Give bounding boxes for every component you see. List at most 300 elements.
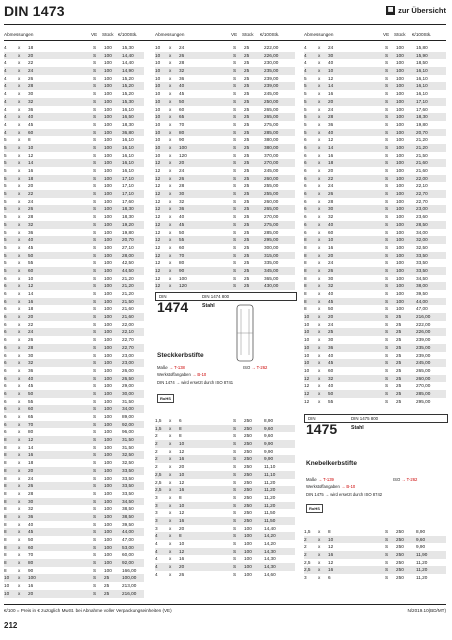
table-cell: 6 (4, 314, 7, 320)
table-cell: 250 (244, 479, 252, 485)
table-cell: 10 (155, 114, 161, 120)
table-cell: S (385, 206, 389, 212)
table-cell: S (93, 152, 97, 158)
table-cell: 22,00 (122, 321, 134, 327)
table-cell: S (385, 129, 389, 135)
table-cell: 100 (104, 298, 112, 304)
price-table-col1 (4, 44, 144, 598)
table-cell: 24 (179, 168, 185, 173)
table-cell: 12 (155, 221, 161, 227)
table-cell: 100 (396, 260, 404, 266)
table-cell: x (169, 418, 172, 423)
table-cell: 18 (28, 175, 34, 181)
table-cell: 315,00 (264, 252, 279, 258)
table-cell: 100 (104, 444, 112, 450)
table-row (304, 375, 446, 383)
table-cell: S (93, 52, 97, 58)
table-cell: S (233, 510, 237, 516)
table-row (155, 136, 295, 144)
table-cell: 6 (4, 291, 7, 296)
table-row (155, 159, 295, 167)
table-row (155, 267, 295, 275)
table-cell: x (18, 437, 21, 443)
table-cell: 6 (304, 168, 307, 173)
table-cell: 45 (28, 383, 34, 389)
table-cell: 100 (104, 114, 112, 120)
table-cell: 24 (28, 198, 34, 204)
table-cell: 8 (304, 237, 307, 243)
table-row (304, 90, 446, 98)
table-cell: 25 (244, 206, 250, 212)
table-cell: 365,00 (264, 275, 279, 281)
table-cell: 239,00 (264, 83, 279, 89)
table-cell: 226,00 (416, 329, 431, 335)
table-cell: 10 (155, 98, 161, 104)
table-cell: 28,50 (416, 221, 428, 227)
table-cell: 239,00 (416, 352, 431, 358)
table-cell: 60 (179, 244, 185, 250)
din1475-heading: Knebelkerbstifte (306, 460, 357, 467)
table-cell: x (18, 75, 21, 81)
table-row (4, 52, 144, 60)
table-cell: S (233, 418, 237, 423)
table-cell: x (18, 298, 21, 304)
table-cell: x (18, 360, 21, 366)
table-cell: x (18, 183, 21, 189)
table-cell: S (233, 52, 237, 58)
table-cell: 100 (396, 60, 404, 66)
table-cell: 30 (328, 275, 334, 281)
table-cell: 20 (328, 168, 334, 173)
table-cell: S (93, 75, 97, 81)
table-cell: 100 (104, 437, 112, 443)
table-cell: S (233, 137, 237, 143)
table-cell: 4 (4, 91, 7, 97)
table-cell: 250 (244, 494, 252, 500)
table-row (4, 482, 144, 490)
table-cell: S (385, 383, 389, 389)
table-cell: S (93, 383, 97, 389)
table-cell: 100 (396, 191, 404, 197)
table-cell: 100 (396, 98, 404, 104)
table-row (4, 82, 144, 90)
table-row (155, 532, 295, 540)
table-cell: 4 (4, 114, 7, 120)
table-cell: x (18, 421, 21, 427)
table-cell: 32,50 (122, 452, 134, 458)
table-cell: 14 (28, 444, 34, 450)
table-row (4, 405, 144, 413)
table-cell: S (385, 329, 389, 335)
table-row (304, 213, 446, 221)
table-cell: x (169, 510, 172, 516)
table-cell: S (93, 183, 97, 189)
table-cell: S (93, 129, 97, 135)
table-cell: 100 (244, 533, 252, 539)
table-cell: 11,50 (264, 510, 276, 516)
table-cell: x (18, 52, 21, 58)
table-cell: x (318, 121, 321, 127)
table-cell: S (233, 548, 237, 554)
table-cell: S (385, 83, 389, 89)
table-cell: 3 (155, 517, 158, 523)
table-cell: 16,10 (122, 168, 134, 173)
table-cell: 100 (104, 168, 112, 173)
table-cell: S (233, 525, 237, 531)
table-cell: 100 (104, 490, 112, 496)
table-cell: x (18, 237, 21, 243)
table-cell: 32,50 (416, 244, 428, 250)
table-cell: x (318, 567, 321, 573)
table-row (155, 106, 295, 114)
table-cell: x (18, 60, 21, 66)
table-cell: 90 (179, 267, 185, 273)
table-cell: 40 (328, 291, 334, 296)
table-cell: 18,50 (416, 60, 428, 66)
price-table-col2 (155, 44, 295, 290)
table-row (4, 551, 144, 559)
table-cell: x (18, 191, 21, 197)
table-cell: 100 (396, 229, 404, 235)
table-cell: S (93, 229, 97, 235)
table-cell: 28 (328, 198, 334, 204)
table-cell: 23,00 (122, 352, 134, 358)
table-cell: 10 (155, 91, 161, 97)
table-cell: S (93, 337, 97, 343)
table-row (155, 175, 295, 183)
table-cell: 33,50 (122, 483, 134, 489)
table-cell: S (385, 306, 389, 312)
table-cell: x (18, 275, 21, 281)
table-cell: 5 (4, 137, 7, 143)
table-cell: 8 (179, 494, 182, 500)
table-cell: S (385, 529, 389, 534)
table-cell: 21,60 (122, 314, 134, 320)
table-cell: 2,5 (155, 479, 162, 485)
table-row (4, 521, 144, 529)
price-table-col2-1474 (155, 417, 295, 578)
table-cell: 6 (4, 352, 7, 358)
table-cell: x (318, 529, 321, 534)
table-cell: 2 (304, 536, 307, 542)
table-cell: 250 (396, 567, 404, 573)
table-cell: 5 (4, 198, 7, 204)
table-cell: 380,00 (264, 144, 279, 150)
table-cell: S (233, 68, 237, 74)
table-cell: 270,00 (264, 214, 279, 220)
table-cell: 100 (104, 552, 112, 558)
table-cell: 216,00 (122, 590, 137, 596)
table-cell: 6 (179, 418, 182, 423)
table-cell: 25 (244, 121, 250, 127)
table-cell: 89,00 (122, 414, 134, 419)
table-cell: 12 (155, 229, 161, 235)
table-cell: 12 (155, 198, 161, 204)
table-cell: 32 (179, 198, 185, 204)
table-cell: 15,30 (122, 45, 134, 50)
table-cell: 22,70 (416, 191, 428, 197)
table-cell: 25 (244, 60, 250, 66)
table-cell: 8 (304, 291, 307, 296)
table-cell: 25 (396, 352, 402, 358)
table-row (304, 82, 446, 90)
table-row (304, 566, 446, 574)
table-cell: 16 (328, 244, 334, 250)
table-cell: S (233, 160, 237, 166)
table-cell: 4 (304, 60, 307, 66)
table-cell: 36 (179, 75, 185, 81)
table-cell: S (233, 191, 237, 197)
table-cell: 250 (244, 487, 252, 493)
table-cell: 10 (28, 144, 34, 150)
table-cell: 39,50 (416, 291, 428, 296)
table-cell: 25 (244, 137, 250, 143)
table-cell: x (318, 229, 321, 235)
table-cell: 285,00 (416, 390, 431, 396)
table-cell: 60 (28, 544, 34, 550)
table-cell: x (318, 75, 321, 81)
table-cell: 100 (104, 291, 112, 296)
table-cell: 25 (396, 344, 402, 350)
table-cell: 15,20 (122, 91, 134, 97)
table-row (4, 590, 144, 598)
table-cell: 38,50 (122, 506, 134, 512)
table-cell: 100 (104, 191, 112, 197)
table-row (4, 582, 144, 590)
table-cell: x (18, 367, 21, 373)
table-row (304, 290, 446, 298)
table-cell: 100 (104, 321, 112, 327)
table-cell: 100 (104, 429, 112, 435)
table-cell: 1,5 (155, 418, 162, 423)
table-cell: S (93, 513, 97, 519)
table-cell: 235,00 (264, 68, 279, 74)
table-cell: 14,90 (122, 68, 134, 74)
table-cell: 20,70 (416, 129, 428, 135)
table-cell: x (318, 552, 321, 558)
table-cell: x (18, 160, 21, 166)
table-cell: 5 (4, 175, 7, 181)
table-cell: 100 (396, 198, 404, 204)
table-cell: x (18, 267, 21, 273)
table-cell: 8 (4, 490, 7, 496)
table-cell: 15,80 (416, 45, 428, 50)
table-cell: 44,00 (122, 529, 134, 535)
table-cell: 16,50 (122, 114, 134, 120)
table-cell: 30 (179, 191, 185, 197)
table-cell: 100 (104, 390, 112, 396)
table-cell: S (93, 298, 97, 304)
table-cell: x (318, 536, 321, 542)
table-cell: 8 (4, 521, 7, 527)
table-cell: 36 (28, 106, 34, 112)
table-cell: 265,00 (416, 367, 431, 373)
table-cell: x (318, 375, 321, 381)
table-cell: 275,00 (264, 221, 279, 227)
table-row (304, 321, 446, 329)
table-cell: x (318, 329, 321, 335)
table-row (304, 282, 446, 290)
table-cell: 250 (244, 418, 252, 423)
table-row (155, 129, 295, 137)
table-cell: 100 (104, 452, 112, 458)
table-cell: x (169, 160, 172, 166)
table-cell: x (169, 564, 172, 570)
table-cell: 6 (304, 144, 307, 150)
table-cell: 6 (4, 329, 7, 335)
table-cell: 100 (244, 564, 252, 570)
table-row (4, 413, 144, 421)
table-cell: 239,00 (264, 75, 279, 81)
table-cell: S (233, 183, 237, 189)
table-cell: x (169, 83, 172, 89)
table-cell: S (233, 98, 237, 104)
table-cell: 33,50 (122, 467, 134, 473)
table-cell: x (18, 390, 21, 396)
table-cell: S (233, 571, 237, 577)
table-cell: S (233, 517, 237, 523)
table-cell: 32,00 (416, 237, 428, 243)
table-row (304, 44, 446, 52)
table-cell: S (93, 191, 97, 197)
table-cell: S (385, 559, 389, 565)
table-cell: 10 (4, 583, 10, 589)
table-cell: 100 (104, 483, 112, 489)
table-cell: x (318, 160, 321, 166)
table-cell: 100 (104, 260, 112, 266)
table-cell: x (18, 575, 21, 581)
din1475-werkstoff: Werkstoffangaben → B-10 (306, 484, 356, 489)
table-row (4, 382, 144, 390)
table-cell: 11,90 (416, 552, 428, 558)
page-header (0, 0, 452, 24)
table-row (304, 167, 446, 175)
table-cell: 45 (328, 360, 334, 366)
table-cell: 18 (28, 460, 34, 466)
table-cell: 25 (244, 106, 250, 112)
table-cell: x (169, 121, 172, 127)
table-cell: 100 (104, 98, 112, 104)
table-row (304, 113, 446, 121)
table-row (155, 463, 295, 471)
table-cell: 26 (28, 206, 34, 212)
table-cell: 12 (179, 448, 185, 454)
table-cell: 100 (104, 137, 112, 143)
table-cell: x (18, 344, 21, 350)
table-row (304, 182, 446, 190)
table-cell: 100 (104, 121, 112, 127)
table-cell: 6 (4, 429, 7, 435)
table-cell: 55 (328, 398, 334, 404)
table-cell: S (385, 183, 389, 189)
table-cell: S (385, 168, 389, 173)
table-cell: x (169, 168, 172, 173)
table-row (4, 305, 144, 313)
table-cell: 6 (4, 337, 7, 343)
table-cell: 25 (104, 590, 110, 596)
table-cell: 19,20 (122, 221, 134, 227)
table-cell: 14 (28, 160, 34, 166)
table-cell: 26,00 (122, 367, 134, 373)
table-cell: 25 (244, 260, 250, 266)
table-cell: 25 (244, 45, 250, 50)
table-cell: 6 (4, 275, 7, 281)
table-cell: S (93, 583, 97, 589)
table-cell: 14,20 (264, 533, 276, 539)
table-cell: 16,10 (416, 75, 428, 81)
table-cell: 100 (396, 52, 404, 58)
table-cell: 10 (155, 144, 161, 150)
table-cell: S (385, 198, 389, 204)
table-cell: 21,50 (416, 152, 428, 158)
table-row (4, 144, 144, 152)
table-row (4, 190, 144, 198)
table-cell: S (233, 221, 237, 227)
din1475-iso: ISO → T-262 (393, 477, 418, 482)
table-cell: x (169, 533, 172, 539)
table-cell: 80 (179, 260, 185, 266)
table-cell: x (18, 567, 21, 573)
table-row (304, 67, 446, 75)
table-cell: 65 (179, 114, 185, 120)
table-cell: x (318, 398, 321, 404)
table-cell: S (233, 541, 237, 546)
table-cell: 4 (155, 556, 158, 562)
table-row (4, 129, 144, 137)
table-cell: 17,10 (416, 98, 428, 104)
table-cell: 8 (4, 437, 7, 443)
table-cell: S (233, 114, 237, 120)
table-cell: 10 (328, 237, 334, 243)
table-cell: 12 (179, 548, 185, 554)
table-cell: S (233, 533, 237, 539)
table-cell: S (93, 252, 97, 258)
table-cell: 30 (328, 206, 334, 212)
table-cell: x (18, 45, 21, 50)
table-cell: 8 (4, 498, 7, 504)
table-row (304, 59, 446, 67)
table-cell: x (169, 52, 172, 58)
table-cell: 24 (328, 106, 334, 112)
table-cell: 12 (304, 398, 310, 404)
table-cell: 100 (28, 575, 36, 581)
table-cell: S (385, 544, 389, 550)
table-cell: S (233, 121, 237, 127)
table-row (4, 559, 144, 567)
table-cell: 22 (28, 191, 34, 197)
table-cell: 250 (244, 456, 252, 462)
table-cell: 100 (104, 537, 112, 542)
table-cell: 8 (4, 552, 7, 558)
table-cell: 30,00 (122, 390, 134, 396)
table-cell: 20,70 (122, 237, 134, 243)
table-cell: 40 (328, 383, 334, 389)
back-to-overview-link[interactable] (386, 6, 446, 15)
table-cell: x (18, 198, 21, 204)
table-cell: 2,5 (304, 559, 311, 565)
table-row (304, 313, 446, 321)
table-cell: 50 (28, 252, 34, 258)
table-cell: S (233, 91, 237, 97)
table-cell: S (93, 68, 97, 74)
table-cell: 100 (396, 91, 404, 97)
table-cell: 11,10 (264, 464, 276, 470)
table-cell: 20 (28, 467, 34, 473)
table-row (304, 144, 446, 152)
table-row (4, 275, 144, 283)
table-cell: S (385, 344, 389, 350)
table-row (304, 52, 446, 60)
